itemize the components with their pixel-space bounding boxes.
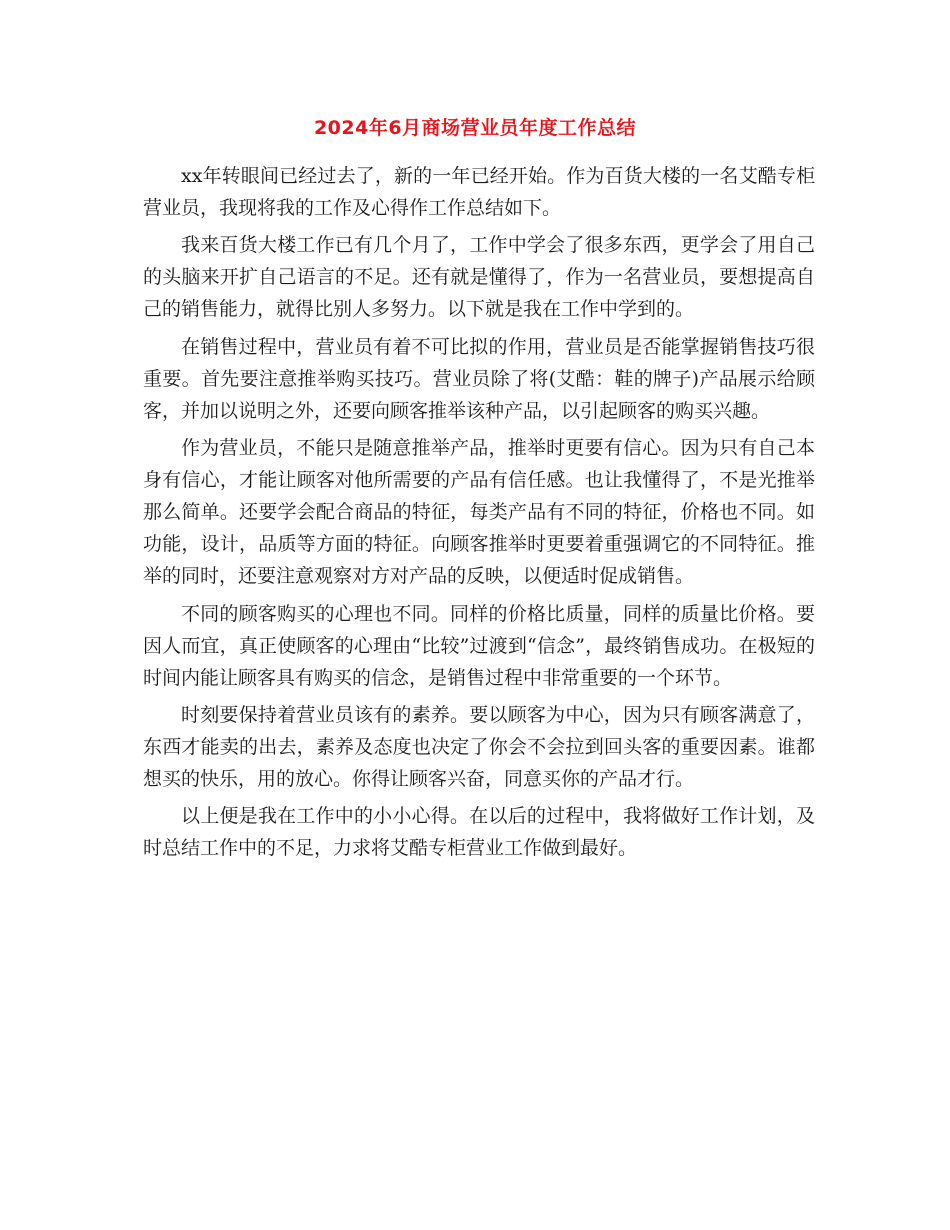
paragraph-7: 以上便是我在工作中的小小心得。在以后的过程中，我将做好工作计划，及时总结工作中的不足，力求将艾酷专柜营业工作做到最好。 xyxy=(143,805,815,860)
document-body xyxy=(143,160,815,870)
paragraph-3: 在销售过程中，营业员有着不可比拟的作用，营业员是否能掌握销售技巧很重要。首先要注意推举购买技巧。营业员除了将(艾酷：鞋的牌子)产品展示给顾客，并加以说明之外，还要向顾客推举该种产品，以引起顾客的购买兴趣。 xyxy=(143,335,815,422)
paragraph-1: xx年转眼间已经过去了，新的一年已经开始。作为百货大楼的一名艾酷专柜营业员，我现将我的工作及心得作工作总结如下。 xyxy=(143,165,815,219)
paragraph-4: 作为营业员，不能只是随意推举产品，推举时更要有信心。因为只有自己本身有信心，才能让顾客对他所需要的产品有信任感。也让我懂得了，不是光推举那么简单。还要学会配合商品的特征，每类产品有不同的特征，价格也不同。如功能，设计，品质等方面的特征。向顾客推举时更要着重强调它的不同特征。推举的同时，还要注意观察对方对产品的反映，以便适时促成销售。 xyxy=(143,437,815,588)
paragraph-5: 不同的顾客购买的心理也不同。同样的价格比质量，同样的质量比价格。要因人而宜，真正使顾客的心理由“比较”过渡到“信念”，最终销售成功。在极短的时间内能让顾客具有购买的信念，是销售过程中非常重要的一个环节。 xyxy=(143,602,815,689)
document-title: 2024年6月商场营业员年度工作总结 xyxy=(313,117,637,139)
paragraph-6: 时刻要保持着营业员该有的素养。要以顾客为中心，因为只有顾客满意了，东西才能卖的出去，素养及态度也决定了你会不会拉到回头客的重要因素。谁都想买的快乐，用的放心。你得让顾客兴奋，同意买你的产品才行。 xyxy=(143,703,815,790)
paragraph-2: 我来百货大楼工作已有几个月了，工作中学会了很多东西，更学会了用自己的头脑来开扩自己语言的不足。还有就是懂得了，作为一名营业员，要想提高自己的销售能力，就得比别人多努力。以下就是我在工作中学到的。 xyxy=(143,234,815,321)
